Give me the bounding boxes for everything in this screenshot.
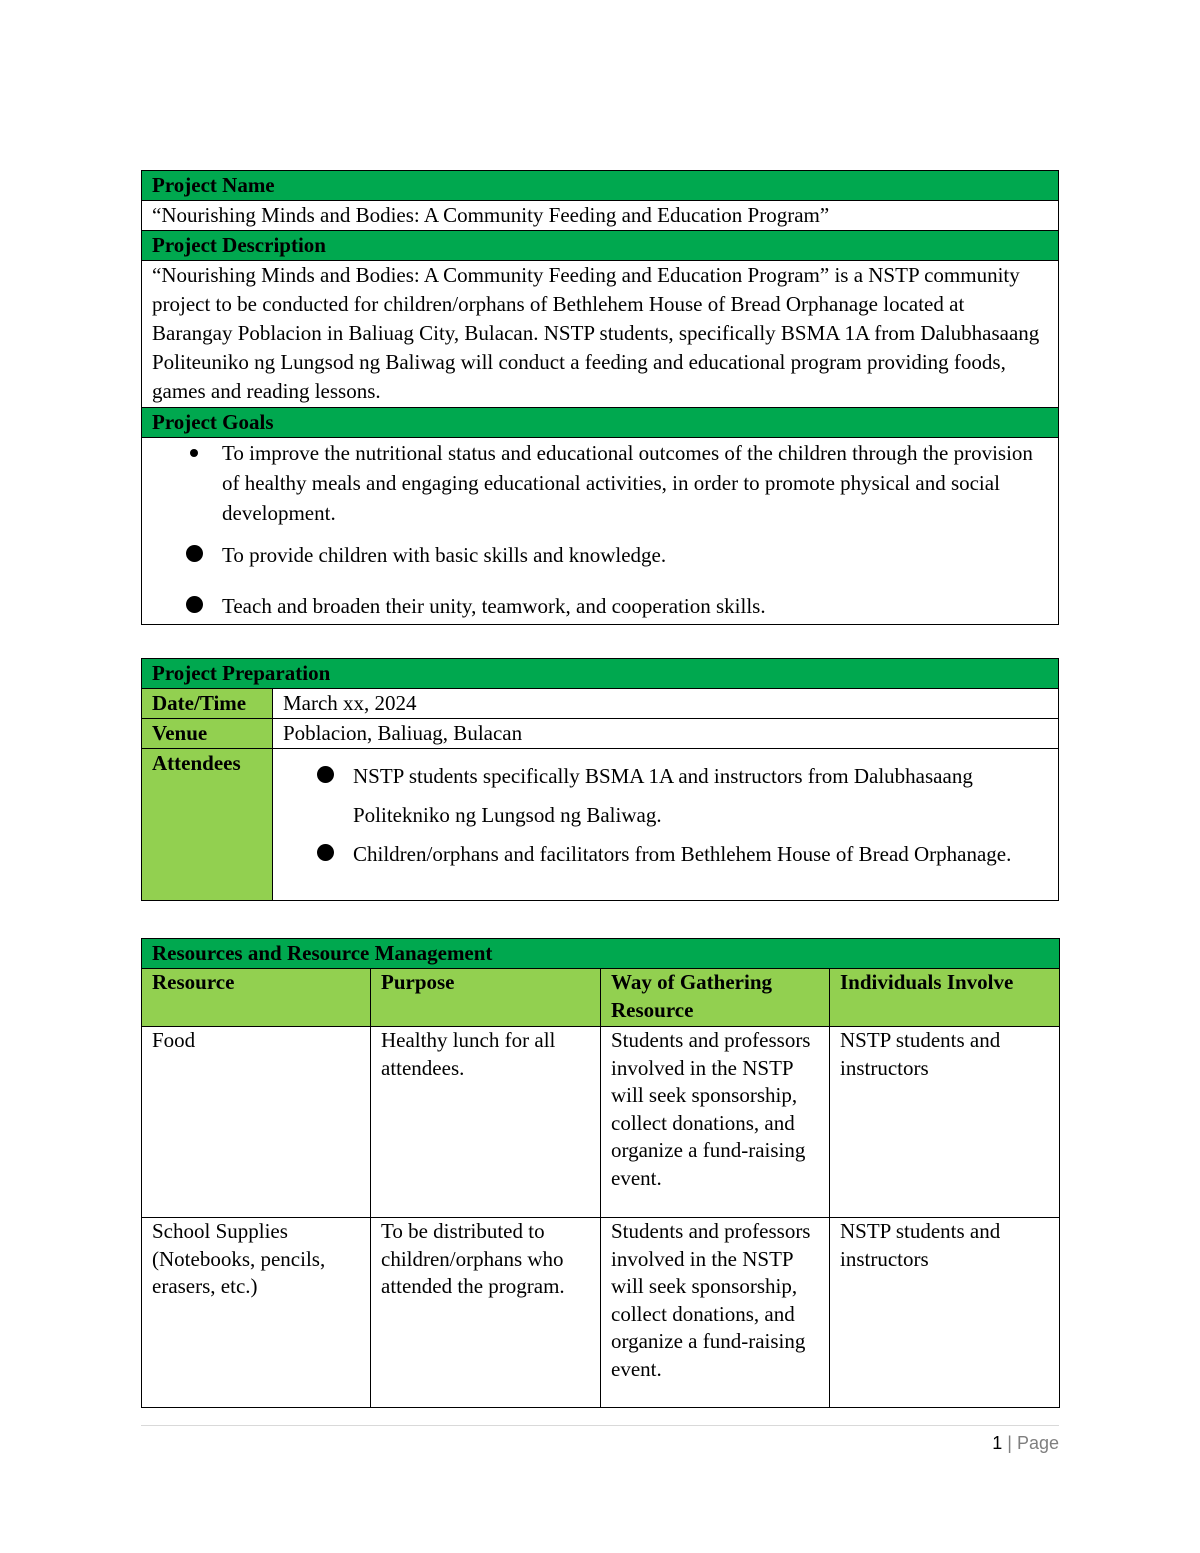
goals-list [152, 438, 1048, 621]
page-number: 1 [992, 1433, 1003, 1453]
gathering-cell: Students and professors involved in the NSTP will seek sponsorship, collect donations, and organize a fund-raising event. [601, 1218, 830, 1408]
bullet-icon [317, 757, 334, 796]
goal-item: To provide children with basic skills and knowledge. [222, 540, 1048, 570]
column-header-purpose: Purpose [371, 969, 601, 1027]
table-row [142, 1218, 1060, 1408]
project-description-label: Project Description [142, 231, 1059, 261]
bullet-icon [186, 438, 198, 468]
table-row [142, 1027, 1060, 1218]
project-description-value: “Nourishing Minds and Bodies: A Community Feeding and Education Program” is a NSTP community project to be conducted for children/orphans of Bethlehem House of Bread Orphanage located at Barangay Poblacion in Baliuag City, Bulacan. NSTP students, specifically BSMA 1A from Dalubhasaang Politeuniko ng Lungsod ng Baliwag will conduct a feeding and educational program providing foods, games and reading lessons. [142, 261, 1059, 408]
bullet-icon [186, 591, 203, 621]
column-header-individuals: Individuals Involve [830, 969, 1060, 1027]
venue-value: Poblacion, Baliuag, Bulacan [273, 719, 1059, 749]
preparation-title: Project Preparation [142, 659, 1059, 689]
column-header-resource: Resource [142, 969, 371, 1027]
purpose-cell: To be distributed to children/orphans who attended the program. [371, 1218, 601, 1408]
page-footer [992, 1433, 1059, 1454]
page-separator: | [1007, 1433, 1012, 1453]
page-word: Page [1016, 1433, 1059, 1453]
resources-table [141, 938, 1060, 1408]
attendees-label: Attendees [142, 749, 273, 901]
goal-item: To improve the nutritional status and educational outcomes of the children through the provision of healthy meals and engaging educational activities, in order to promote physical and social development. [222, 438, 1048, 528]
resource-cell: School Supplies (Notebooks, pencils, erasers, etc.) [142, 1218, 371, 1408]
bullet-icon [186, 540, 203, 570]
project-name-label: Project Name [142, 171, 1059, 201]
resource-cell: Food [142, 1027, 371, 1218]
column-header-way-of-gathering: Way of Gathering Resource [601, 969, 830, 1027]
project-goals-label: Project Goals [142, 408, 1059, 438]
goal-item: Teach and broaden their unity, teamwork, and cooperation skills. [222, 591, 1048, 621]
gathering-cell: Students and professors involved in the NSTP will seek sponsorship, collect donations, and organize a fund-raising event. [601, 1027, 830, 1218]
attendees-cell [273, 749, 1059, 901]
project-overview-table [141, 170, 1059, 625]
project-goals-cell [142, 438, 1059, 625]
purpose-cell: Healthy lunch for all attendees. [371, 1027, 601, 1218]
footer-divider [141, 1425, 1059, 1426]
date-label: Date/Time [142, 689, 273, 719]
project-name-value: “Nourishing Minds and Bodies: A Community Feeding and Education Program” [142, 201, 1059, 231]
attendee-item: Children/orphans and facilitators from Bethlehem House of Bread Orphanage. [353, 835, 1048, 874]
date-value: March xx, 2024 [273, 689, 1059, 719]
individuals-cell: NSTP students and instructors [830, 1027, 1060, 1218]
individuals-cell: NSTP students and instructors [830, 1218, 1060, 1408]
venue-label: Venue [142, 719, 273, 749]
project-preparation-table [141, 658, 1059, 901]
bullet-icon [317, 835, 334, 874]
resources-title: Resources and Resource Management [142, 939, 1060, 969]
attendees-list [283, 757, 1048, 874]
attendee-item: NSTP students specifically BSMA 1A and instructors from Dalubhasaang Politekniko ng Lungsod ng Baliwag. [353, 757, 1048, 835]
